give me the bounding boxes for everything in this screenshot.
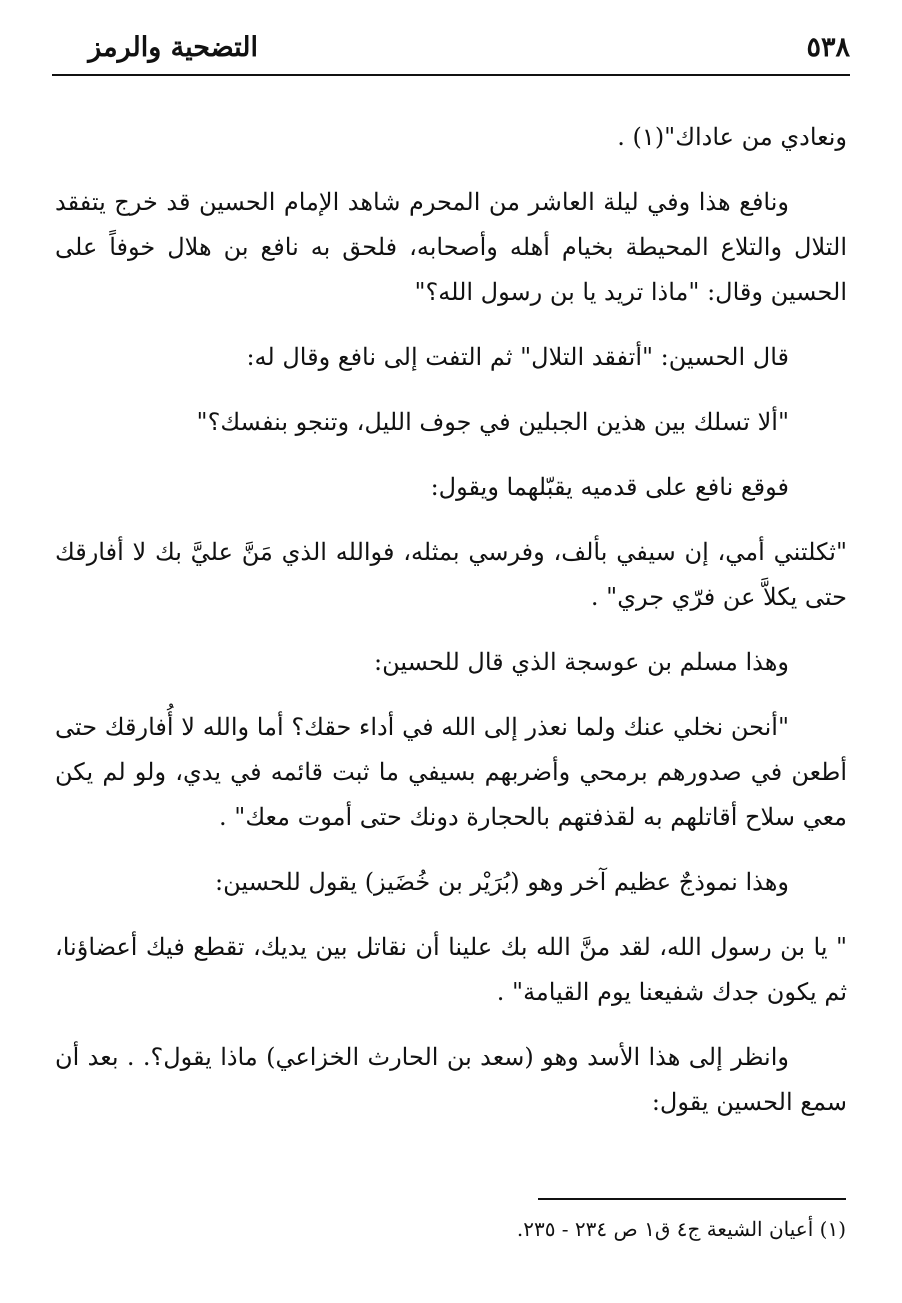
paragraph: وانظر إلى هذا الأسد وهو (سعد بن الحارث الخزاعي) ماذا يقول؟. . بعد أن سمع الحسين يقول: xyxy=(55,1043,847,1116)
paragraph: ونافع هذا وفي ليلة العاشر من المحرم شاهد الإمام الحسين قد خرج يتفقد التلال والتلاع المحيطة بخيام أهله وأصحابه، فلحق به نافع بن هلال خوفاً على الحسين وقال: "ماذا تريد يا بن رسول الله؟" xyxy=(55,188,847,306)
paragraph: فوقع نافع على قدميه يقبّلهما ويقول: xyxy=(430,473,789,501)
paragraph: ونعادي من عاداك"(١) . xyxy=(617,123,847,151)
paragraph: وهذا مسلم بن عوسجة الذي قال للحسين: xyxy=(374,648,789,676)
footnote: (١) أعيان الشيعة ج٤ ق١ ص ٢٣٤ - ٢٣٥. xyxy=(516,1217,846,1241)
paragraph: وهذا نموذجٌ عظيم آخر وهو (بُرَيْر بن خُضَيز) يقول للحسين: xyxy=(215,868,789,896)
paragraph: قال الحسين: "أتفقد التلال" ثم التفت إلى نافع وقال له: xyxy=(246,343,789,371)
paragraph: " يا بن رسول الله، لقد منَّ الله بك علينا أن نقاتل بين يديك، تقطع فيك أعضاؤنا، ثم يكون جدك شفيعنا يوم القيامة" . xyxy=(55,933,847,1006)
running-title: التضحية والرمز xyxy=(88,32,258,63)
paragraph: "ألا تسلك بين هذين الجبلين في جوف الليل، وتنجو بنفسك؟" xyxy=(196,408,789,436)
body-text xyxy=(55,115,847,1145)
paragraph: "أنحن نخلي عنك ولما نعذر إلى الله في أداء حقك؟ أما والله لا أُفارقك حتى أطعن في صدورهم برمحي وأضربهم بسيفي ما ثبت قائمه في يدي، ولو لم يكن معي سلاح أقاتلهم به لقذفتهم بالحجارة دونك حتى أموت معك" . xyxy=(55,713,847,831)
running-header xyxy=(52,30,850,74)
footnote-rule xyxy=(538,1198,846,1200)
page-number: ٥٣٨ xyxy=(806,32,850,63)
paragraph: "ثكلتني أمي، إن سيفي بألف، وفرسي بمثله، فوالله الذي مَنَّ عليَّ بك لا أفارقك حتى يكلاَّ عن فرّي جري" . xyxy=(55,538,847,611)
header-rule xyxy=(52,74,850,76)
